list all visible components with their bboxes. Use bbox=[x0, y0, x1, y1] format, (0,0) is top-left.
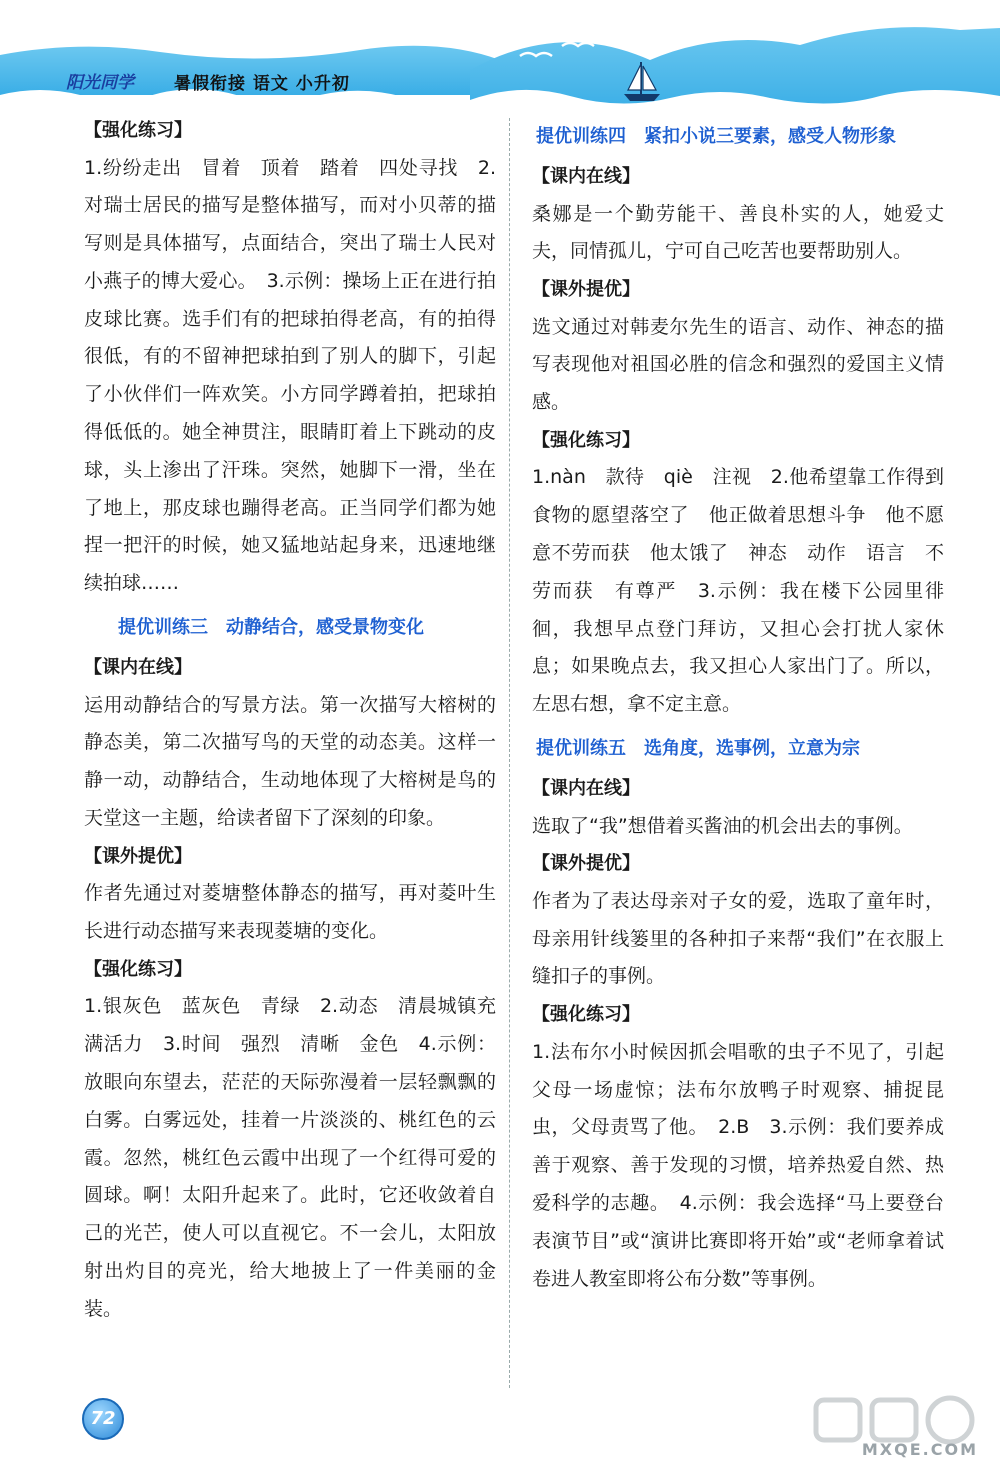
tag-extracurricular: 【课外提优】 bbox=[532, 279, 640, 301]
tag-intensive-practice: 【强化练习】 bbox=[532, 1004, 640, 1026]
section-title-4: 提优训练四 紧扣小说三要素，感受人物形象 bbox=[536, 126, 896, 147]
answer-paragraph: 1.法布尔小时候因抓会唱歌的虫子不见了，引起父母一场虚惊；法布尔放鸭子时观察、捕捉昆虫，父母责骂了他。 2.B 3.示例：我们要养成善于观察、善于发现的习惯，培养热爱自然、热爱科学的志趣。 4.示例：我会选择“马上要登台表演节目”或“演讲比赛即将开始”或“老师拿着试卷进人教室即将公布分数”等事例。 bbox=[532, 1040, 944, 1290]
book-subtitle: 暑假衔接 语文 小升初 bbox=[174, 74, 350, 94]
right-column bbox=[532, 112, 944, 1298]
brand-logo: 阳光同学 bbox=[66, 73, 134, 93]
section-title-3: 提优训练三 动静结合，感受景物变化 bbox=[118, 617, 424, 639]
tag-intensive-practice: 【强化练习】 bbox=[84, 958, 192, 980]
answer-paragraph: 1.纷纷走出 冒着 顶着 踏着 四处寻找 2.对瑞士居民的描写是整体描写，而对小贝蒂的描写则是具体描写，点面结合，突出了瑞士人民对小燕子的博大爱心。 3.示例：操场上正在进行拍皮球比赛。选手们有的把球拍得老高，有的拍得很低，有的不留神把球拍到了别人的脚下，引起了小伙伴们一阵欢笑。小方同学蹲着拍，把球拍得低低的。她全神贯注，眼睛盯着上下跳动的皮球，头上渗出了汗珠。突然，她脚下一滑，坐在了地上，那皮球也蹦得老高。正当同学们都为她捏一把汗的时候，她又猛地站起身来，迅速地继续拍球…… bbox=[84, 156, 496, 595]
tag-intensive-practice: 【强化练习】 bbox=[532, 429, 640, 451]
answer-paragraph: 选文通过对韩麦尔先生的语言、动作、神态的描写表现他对祖国必胜的信念和强烈的爱国主义情感。 bbox=[532, 315, 944, 414]
tag-intensive-practice: 【强化练习】 bbox=[84, 120, 192, 141]
tag-in-class: 【课内在线】 bbox=[84, 657, 192, 679]
answer-paragraph: 1.银灰色 蓝灰色 青绿 2.动态 清晨城镇充满活力 3.时间 强烈 清晰 金色 4.示例：放眼向东望去，茫茫的天际弥漫着一层轻飘飘的白雾。白雾远处，挂着一片淡淡的、桃红色的云霞。忽然，桃红色云霞中出现了一个红得可爱的圆球。啊！太阳升起来了。此时，它还收敛着自己的光芒，使人可以直视它。不一会儿，太阳放射出灼目的亮光，给大地披上了一件美丽的金装。 bbox=[84, 995, 496, 1320]
tag-in-class: 【课内在线】 bbox=[532, 778, 640, 800]
answer-paragraph: 运用动静结合的写景方法。第一次描写大榕树的静态美，第二次描写鸟的天堂的动态美。这样一静一动，动静结合，生动地体现了大榕树是鸟的天堂这一主题，给读者留下了深刻的印象。 bbox=[84, 693, 496, 829]
answer-paragraph: 作者为了表达母亲对子女的爱，选取了童年时，母亲用针线篓里的各种扣子来帮“我们”在衣服上缝扣子的事例。 bbox=[532, 889, 944, 988]
tag-extracurricular: 【课外提优】 bbox=[532, 853, 640, 875]
tag-in-class: 【课内在线】 bbox=[532, 166, 640, 187]
answer-paragraph: 作者先通过对菱塘整体静态的描写，再对菱叶生长进行动态描写来表现菱塘的变化。 bbox=[84, 882, 496, 943]
tag-extracurricular: 【课外提优】 bbox=[84, 845, 192, 867]
watermark-text: MXQE.COM bbox=[861, 1440, 978, 1459]
page-number-badge: 72 bbox=[82, 1398, 124, 1440]
answer-paragraph: 选取了“我”想借着买酱油的机会出去的事例。 bbox=[532, 814, 913, 837]
answer-paragraph: 桑娜是一个勤劳能干、善良朴实的人，她爱丈夫，同情孤儿，宁可自己吃苦也要帮助别人。 bbox=[532, 202, 944, 263]
section-title-5: 提优训练五 选角度，选事例，立意为宗 bbox=[536, 738, 860, 760]
answer-paragraph: 1.nàn 款待 qiè 注视 2.他希望靠工作得到食物的愿望落空了 他正做着思想斗争 他不愿意不劳而获 他太饿了 神态 动作 语言 不劳而获 有尊严 3.示例：我在楼下公园里徘徊，我想早点登门拜访，又担心会打扰人家休息；如果晚点去，我又担心人家出门了。所以，左思右想，拿不定主意。 bbox=[532, 466, 944, 716]
page-header bbox=[0, 0, 1000, 112]
sky-waves-banner bbox=[0, 0, 1000, 112]
column-divider bbox=[509, 118, 510, 1388]
left-column bbox=[84, 112, 496, 1329]
